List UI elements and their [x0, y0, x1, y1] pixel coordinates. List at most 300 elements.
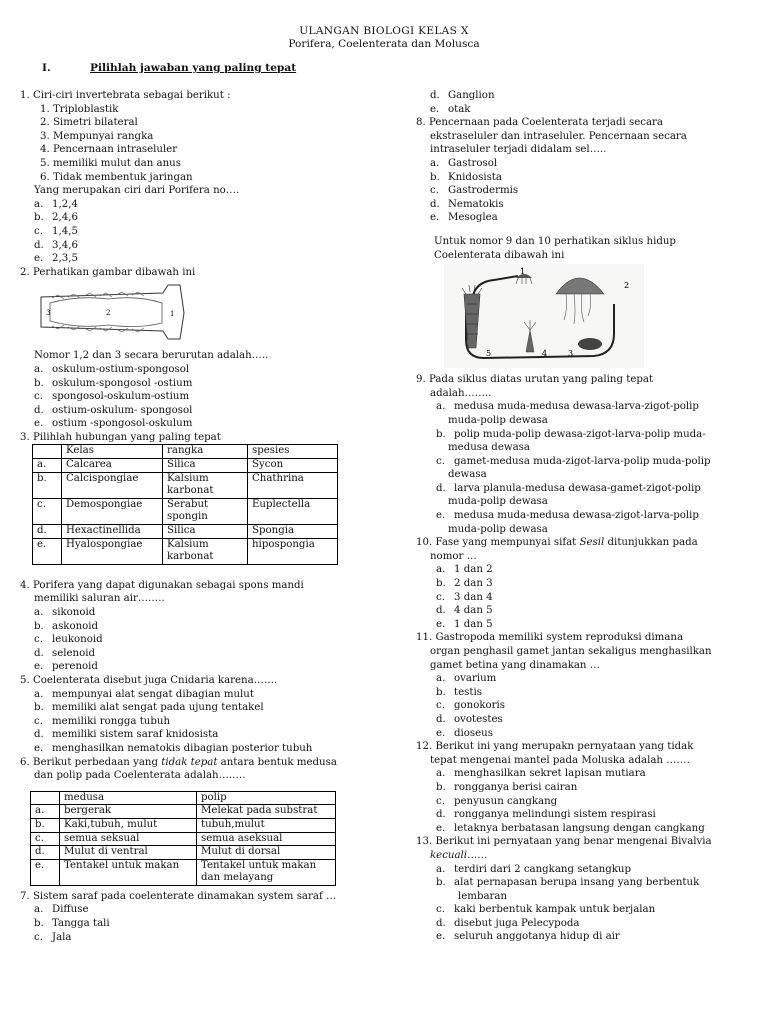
figure-label-2: 2: [106, 309, 111, 318]
table-cell: bergerak: [60, 805, 197, 819]
option-text: 1 dan 2: [454, 564, 493, 576]
option-text: medusa muda-medusa dewasa-larva-zigot-polip: [454, 401, 699, 413]
question-stem: [20, 756, 380, 770]
option-letter: c.: [436, 591, 445, 603]
option-e[interactable]: [20, 742, 380, 756]
option-text: 4 dan 5: [454, 605, 493, 617]
option-text: Mesoglea: [448, 212, 498, 224]
question-stem-cont: intraseluler terjadi didalam sel…..: [430, 144, 607, 156]
option-a[interactable]: [416, 767, 756, 781]
table-cell: Hexactinellida: [62, 525, 163, 539]
option-letter: a.: [436, 673, 446, 685]
option-letter: c.: [34, 634, 43, 646]
option-letter: c.: [34, 931, 43, 943]
table-row[interactable]: [31, 805, 336, 819]
option-c[interactable]: [20, 633, 380, 647]
option-text: sikonoid: [52, 607, 96, 618]
question-4: [20, 579, 380, 674]
list-item: 5. memiliki mulut dan anus: [40, 157, 181, 169]
option-text: menghasilkan nematokis dibagian posterior tubuh: [52, 742, 313, 754]
option-letter: c.: [436, 795, 445, 807]
option-a[interactable]: [416, 157, 756, 171]
option-b[interactable]: [416, 686, 756, 700]
table-cell: Chathrina: [248, 472, 338, 498]
table-cell: Melekat pada substrat: [197, 805, 336, 819]
option-letter: c.: [436, 700, 445, 712]
option-letter: e.: [436, 931, 446, 943]
question-stem: 3. Pilihlah hubungan yang paling tepat: [20, 431, 221, 443]
option-text: Ganglion: [448, 90, 495, 101]
option-b[interactable]: [416, 171, 756, 185]
question-stem-cont: dan polip pada Coelenterata adalah……..: [34, 770, 246, 782]
option-letter: c.: [34, 225, 43, 237]
option-letter: b.: [34, 620, 44, 632]
option-text: 1,4,5: [52, 225, 78, 237]
option-text: gamet-medusa muda-zigot-larva-polip muda-polip: [454, 455, 711, 467]
option-b[interactable]: [20, 917, 380, 931]
option-letter: a.: [34, 607, 44, 618]
option-text: ostium-oskulum- spongosol: [52, 404, 193, 416]
option-a[interactable]: [20, 688, 380, 702]
question-5: [20, 674, 380, 756]
table-row[interactable]: [31, 859, 336, 885]
option-text: ostium -spongosol-oskulum: [52, 418, 193, 430]
list-item: 4. Pencernaan intraseluler: [40, 144, 178, 156]
figure-label-3: 3: [568, 349, 574, 359]
option-letter: a.: [34, 688, 44, 700]
option-letter: d.: [34, 729, 44, 741]
option-text-cont: medusa dewasa: [448, 442, 530, 454]
option-d[interactable]: [416, 604, 756, 618]
option-letter: e.: [34, 253, 44, 265]
section-title: Pilihlah jawaban yang paling tepat: [90, 62, 297, 74]
question-stem: [416, 536, 756, 550]
option-text: memiliki alat sengat pada ujung tentakel: [52, 702, 264, 714]
option-b[interactable]: [416, 876, 756, 890]
stem-italic: tidak tepat: [161, 756, 218, 768]
option-text: Tangga tali: [52, 918, 110, 930]
question-stem: 11. Gastropoda memiliki system reproduksi dimana: [416, 632, 684, 644]
option-e[interactable]: [416, 930, 756, 944]
option-c[interactable]: [20, 225, 380, 239]
option-c[interactable]: [20, 715, 380, 729]
list-item: 6. Tidak membentuk jaringan: [40, 171, 193, 183]
option-letter: d.: [436, 713, 446, 725]
option-letter: d.: [436, 482, 446, 494]
table-cell: Kalsium karbonat: [163, 538, 248, 564]
figure-label-2: 2: [624, 281, 630, 291]
option-letter: c.: [34, 715, 43, 727]
option-text: seluruh anggotanya hidup di air: [454, 931, 620, 943]
question-stem-cont: memiliki saluran air……..: [34, 593, 165, 605]
option-text: selenoid: [52, 647, 96, 659]
porifera-figure: [20, 279, 380, 349]
option-a[interactable]: [20, 198, 380, 212]
option-letter: b.: [34, 377, 44, 389]
option-letter: b.: [430, 171, 440, 183]
question-stem: 13. Berikut ini pernyataan yang benar mengenai Bivalvia: [416, 836, 712, 848]
option-c[interactable]: [416, 903, 756, 917]
question-stem-cont: tepat mengenai mantel pada Moluska adalah …….: [430, 754, 690, 766]
table-cell: Serabut spongin: [163, 498, 248, 524]
option-text: otak: [448, 103, 471, 115]
question-9: [416, 373, 756, 536]
figure-label-5: 5: [486, 349, 492, 359]
option-text: Nematokis: [448, 198, 504, 210]
option-letter: a.: [430, 157, 440, 169]
table-cell: c.: [31, 832, 60, 846]
table-cell: a.: [33, 459, 62, 473]
question-stem: 7. Sistem saraf pada coelenterate dinamakan system saraf …: [20, 890, 337, 902]
question-stem: 9. Pada siklus diatas urutan yang paling tepat: [416, 374, 654, 386]
option-text: 3,4,6: [52, 239, 78, 251]
option-text: penyusun cangkang: [454, 795, 558, 807]
table-row[interactable]: [33, 459, 338, 473]
option-text: medusa muda-medusa dewasa-zigot-larva-polip: [454, 510, 699, 522]
option-c[interactable]: [416, 184, 756, 198]
option-d[interactable]: [20, 647, 380, 661]
question-text: Nomor 1,2 dan 3 secara berurutan adalah…..: [34, 350, 269, 362]
stem-italic: kecuali: [430, 849, 468, 861]
option-e[interactable]: [20, 417, 380, 431]
option-c[interactable]: [416, 795, 756, 809]
option-d[interactable]: [416, 917, 756, 931]
option-letter: b.: [436, 686, 446, 698]
question-7: [20, 890, 380, 944]
option-text: dioseus: [454, 727, 493, 739]
option-b[interactable]: [20, 620, 380, 634]
table-cell: hipospongia: [248, 538, 338, 564]
option-letter: b.: [436, 428, 446, 440]
option-b[interactable]: [20, 377, 380, 391]
table-cell: semua seksual: [60, 832, 197, 846]
option-d[interactable]: [416, 808, 756, 822]
exam-title: ULANGAN BIOLOGI KELAS X: [299, 25, 469, 37]
option-letter: d.: [430, 90, 440, 101]
option-text: memiliki rongga tubuh: [52, 715, 171, 727]
table-cell: d.: [33, 525, 62, 539]
option-b[interactable]: [20, 701, 380, 715]
table-cell: b.: [33, 472, 62, 498]
question-6: [20, 756, 380, 886]
option-letter: e.: [436, 618, 446, 630]
option-letter: d.: [34, 404, 44, 416]
option-letter: e.: [436, 510, 446, 522]
option-letter: b.: [436, 578, 446, 590]
option-letter: e.: [34, 742, 44, 754]
option-text: terdiri dari 2 cangkang setangkup: [454, 863, 632, 875]
question-12: [416, 740, 756, 835]
option-text: testis: [454, 686, 482, 698]
intro-text: Coelenterata dibawah ini: [434, 249, 565, 261]
table-row[interactable]: [31, 818, 336, 832]
question-stem: 1. Ciri-ciri invertebrata sebagai berikut :: [20, 90, 231, 101]
figure-label-1: 1: [520, 267, 526, 277]
stem-italic: Sesil: [579, 537, 605, 549]
option-text: leukonoid: [52, 634, 103, 646]
option-text: 1 dan 5: [454, 618, 493, 630]
option-a[interactable]: [416, 563, 756, 577]
larva-planula-icon: [578, 338, 602, 350]
question-stem: 4. Porifera yang dapat digunakan sebagai spons mandi: [20, 579, 304, 591]
question-8: [416, 116, 756, 225]
figure-label-1: 1: [170, 310, 175, 319]
stem-text: 6. Berikut perbedaan yang: [20, 756, 162, 768]
question-7-continued: [416, 89, 756, 116]
option-b[interactable]: [416, 577, 756, 591]
list-item: 3. Mempunyai rangka: [40, 130, 154, 142]
option-d[interactable]: [416, 713, 756, 727]
question-stem: 5. Coelenterata disebut juga Cnidaria karena…….: [20, 674, 278, 686]
stem-text: ditunjukkan pada: [604, 537, 698, 549]
option-d[interactable]: [416, 482, 756, 496]
table-cell: Silica: [163, 525, 248, 539]
option-text: Jala: [52, 931, 72, 943]
option-c[interactable]: [416, 455, 756, 469]
table-row[interactable]: [33, 498, 338, 524]
question-13: [416, 835, 756, 944]
right-column: [416, 89, 756, 944]
table-row[interactable]: [33, 472, 338, 498]
table-cell: Tentakel untuk makan dan melayang: [197, 859, 336, 885]
option-letter: b.: [34, 918, 44, 930]
life-cycle-figure: [416, 262, 756, 370]
option-d[interactable]: [20, 239, 380, 253]
option-text: larva planula-medusa dewasa-gamet-zigot-polip: [454, 482, 701, 494]
table-row[interactable]: [33, 525, 338, 539]
list-item: 2. Simetri bilateral: [40, 117, 138, 129]
section-heading: [42, 62, 296, 76]
question-stem-cont: adalah……..: [430, 387, 492, 399]
option-letter: e.: [34, 418, 44, 430]
option-b[interactable]: [20, 211, 380, 225]
question-stem: 8. Pencernaan pada Coelenterata terjadi secara: [416, 117, 663, 129]
option-c[interactable]: [20, 390, 380, 404]
table-cell: Spongia: [248, 525, 338, 539]
option-e[interactable]: [416, 509, 756, 523]
coelenterata-cycle-diagram: [444, 264, 644, 368]
option-letter: d.: [436, 809, 446, 821]
option-text: spongosol-oskulum-ostium: [52, 391, 190, 403]
q3-table: [32, 444, 338, 564]
question-1: [20, 89, 380, 266]
option-text: Gastrodermis: [448, 185, 519, 197]
option-text-cont: lembaran: [458, 890, 508, 902]
option-text: kaki berbentuk kampak untuk berjalan: [454, 904, 656, 916]
figure-label-4: 4: [542, 349, 548, 359]
option-text-cont: dewasa: [448, 469, 487, 481]
option-letter: a.: [34, 198, 44, 210]
option-letter: e.: [430, 103, 440, 115]
option-letter: d.: [436, 917, 446, 929]
table-cell: Euplectella: [248, 498, 338, 524]
option-text: rongganya melindungi sistem respirasi: [454, 809, 656, 821]
option-text: oskulum-spongosol -ostium: [52, 377, 193, 389]
option-b[interactable]: [416, 428, 756, 442]
option-text: Diffuse: [52, 904, 89, 916]
table-header: [31, 791, 60, 805]
table-cell: Hyalospongiae: [62, 538, 163, 564]
table-cell: a.: [31, 805, 60, 819]
option-text: mempunyai alat sengat dibagian mulut: [52, 688, 254, 700]
option-letter: a.: [436, 401, 446, 413]
option-a[interactable]: [416, 672, 756, 686]
stem-text: ……: [467, 849, 488, 861]
option-c[interactable]: [416, 699, 756, 713]
table-cell: semua aseksual: [197, 832, 336, 846]
table-cell: Sycon: [248, 459, 338, 473]
option-letter: e.: [34, 661, 44, 673]
option-text: oskulum-ostium-spongosol: [52, 363, 190, 375]
option-text: Gastrosol: [448, 157, 498, 169]
option-text: disebut juga Pelecypoda: [454, 917, 580, 929]
option-letter: b.: [436, 781, 446, 793]
table-cell: Calcarea: [62, 459, 163, 473]
table-header: medusa: [60, 791, 197, 805]
option-letter: c.: [34, 391, 43, 403]
option-text: askonoid: [52, 620, 99, 632]
option-text: 2,3,5: [52, 253, 78, 265]
option-e[interactable]: [20, 660, 380, 674]
option-text: ovarium: [454, 673, 497, 685]
option-c[interactable]: [416, 591, 756, 605]
option-text: gonokoris: [454, 700, 506, 712]
question-stem: 12. Berikut ini yang merupakn pernyataan yang tidak: [416, 741, 694, 753]
option-text: 2 dan 3: [454, 578, 493, 590]
option-text: letaknya berbatasan langsung dengan cangkang: [454, 822, 705, 834]
table-cell: d.: [31, 846, 60, 860]
table-row[interactable]: [33, 538, 338, 564]
option-letter: e.: [430, 212, 440, 224]
option-letter: e.: [436, 727, 446, 739]
option-d[interactable]: [20, 728, 380, 742]
option-letter: a.: [436, 863, 446, 875]
question-stem-cont: nomor …: [430, 550, 477, 562]
question-text: Yang merupakan ciri dari Porifera no….: [34, 185, 240, 197]
option-e[interactable]: [416, 103, 756, 117]
option-e[interactable]: [416, 727, 756, 741]
question-11: [416, 631, 756, 740]
left-column: [20, 89, 380, 944]
table-cell: e.: [31, 859, 60, 885]
table-cell: Mulut di ventral: [60, 846, 197, 860]
option-letter: a.: [436, 768, 446, 780]
question-2: [20, 266, 380, 431]
section-number: I.: [42, 62, 51, 74]
option-letter: c.: [436, 455, 445, 467]
option-a[interactable]: [20, 363, 380, 377]
option-letter: c.: [430, 185, 439, 197]
option-letter: d.: [436, 605, 446, 617]
option-letter: d.: [34, 647, 44, 659]
table-header-row: [31, 791, 336, 805]
option-text: 2,4,6: [52, 212, 78, 224]
question-stem-cont: ekstraseluler dan intraseluler. Pencernaan secara: [430, 130, 687, 142]
table-cell: b.: [31, 818, 60, 832]
option-text: perenoid: [52, 661, 98, 673]
option-letter: a.: [34, 363, 44, 375]
option-letter: b.: [34, 702, 44, 714]
table-header-row: [33, 445, 338, 459]
list-item: 1. Triploblastik: [40, 103, 119, 115]
stem-text: antara bentuk medusa: [217, 756, 337, 768]
option-a[interactable]: [20, 606, 380, 620]
option-d[interactable]: [416, 89, 756, 103]
table-cell: Kaki,tubuh, mulut: [60, 818, 197, 832]
figure-label-3: 3: [46, 309, 51, 318]
option-letter: b.: [436, 877, 446, 889]
table-header: [33, 445, 62, 459]
option-text: Knidosista: [448, 171, 502, 183]
option-letter: e.: [436, 822, 446, 834]
question-stem: 2. Perhatikan gambar dibawah ini: [20, 266, 196, 278]
table-header: Kelas: [62, 445, 163, 459]
table-cell: e.: [33, 538, 62, 564]
option-a[interactable]: [416, 400, 756, 414]
table-row[interactable]: [31, 832, 336, 846]
option-text: polip muda-polip dewasa-zigot-larva-polip muda-: [454, 428, 706, 440]
option-e[interactable]: [20, 252, 380, 266]
intro-text: Untuk nomor 9 dan 10 perhatikan siklus hidup: [434, 235, 676, 247]
question-stem-cont: [416, 849, 756, 863]
table-cell: Tentakel untuk makan: [60, 859, 197, 885]
table-cell: tubuh,mulut: [197, 818, 336, 832]
option-letter: d.: [34, 239, 44, 251]
option-letter: b.: [34, 212, 44, 224]
cycle-intro: [416, 235, 756, 262]
table-cell: Mulut di dorsal: [197, 846, 336, 860]
option-d[interactable]: [20, 404, 380, 418]
exam-subtitle: Porifera, Coelenterata dan Molusca: [288, 38, 480, 50]
table-cell: Kalsium karbonat: [163, 472, 248, 498]
option-d[interactable]: [416, 198, 756, 212]
option-c[interactable]: [20, 931, 380, 945]
table-header: polip: [197, 791, 336, 805]
option-text: memiliki sistem saraf knidosista: [52, 729, 219, 741]
option-e[interactable]: [416, 211, 756, 225]
option-e[interactable]: [416, 618, 756, 632]
table-cell: Silica: [163, 459, 248, 473]
question-stem-cont: gamet betina yang dinamakan …: [430, 659, 600, 671]
table-cell: c.: [33, 498, 62, 524]
table-header: spesies: [248, 445, 338, 459]
option-text: 3 dan 4: [454, 591, 493, 603]
option-text-cont: muda-polip dewasa: [448, 496, 548, 508]
question-3: [20, 431, 380, 565]
option-text: menghasilkan sekret lapisan mutiara: [454, 768, 646, 780]
stem-text: 10. Fase yang mempunyai sifat: [416, 537, 580, 549]
option-letter: a.: [34, 904, 44, 916]
option-b[interactable]: [416, 781, 756, 795]
option-a[interactable]: [416, 863, 756, 877]
option-text-cont: muda-polip dewasa: [448, 414, 548, 426]
q6-table: [30, 791, 336, 886]
table-cell: Demospongiae: [62, 498, 163, 524]
option-text-cont: muda-polip dewasa: [448, 523, 548, 535]
option-text: ovotestes: [454, 713, 503, 725]
table-row[interactable]: [31, 846, 336, 860]
option-a[interactable]: [20, 903, 380, 917]
option-text: 1,2,4: [52, 198, 78, 210]
option-text: alat pernapasan berupa insang yang berbentuk: [454, 877, 700, 889]
option-letter: a.: [436, 564, 446, 576]
option-e[interactable]: [416, 822, 756, 836]
table-cell: Calcispongiae: [62, 472, 163, 498]
option-letter: d.: [430, 198, 440, 210]
option-text: rongganya berisi cairan: [454, 781, 578, 793]
question-stem-cont: organ penghasil gamet jantan sekaligus menghasilkan: [430, 646, 712, 657]
q1-items: [20, 103, 380, 185]
